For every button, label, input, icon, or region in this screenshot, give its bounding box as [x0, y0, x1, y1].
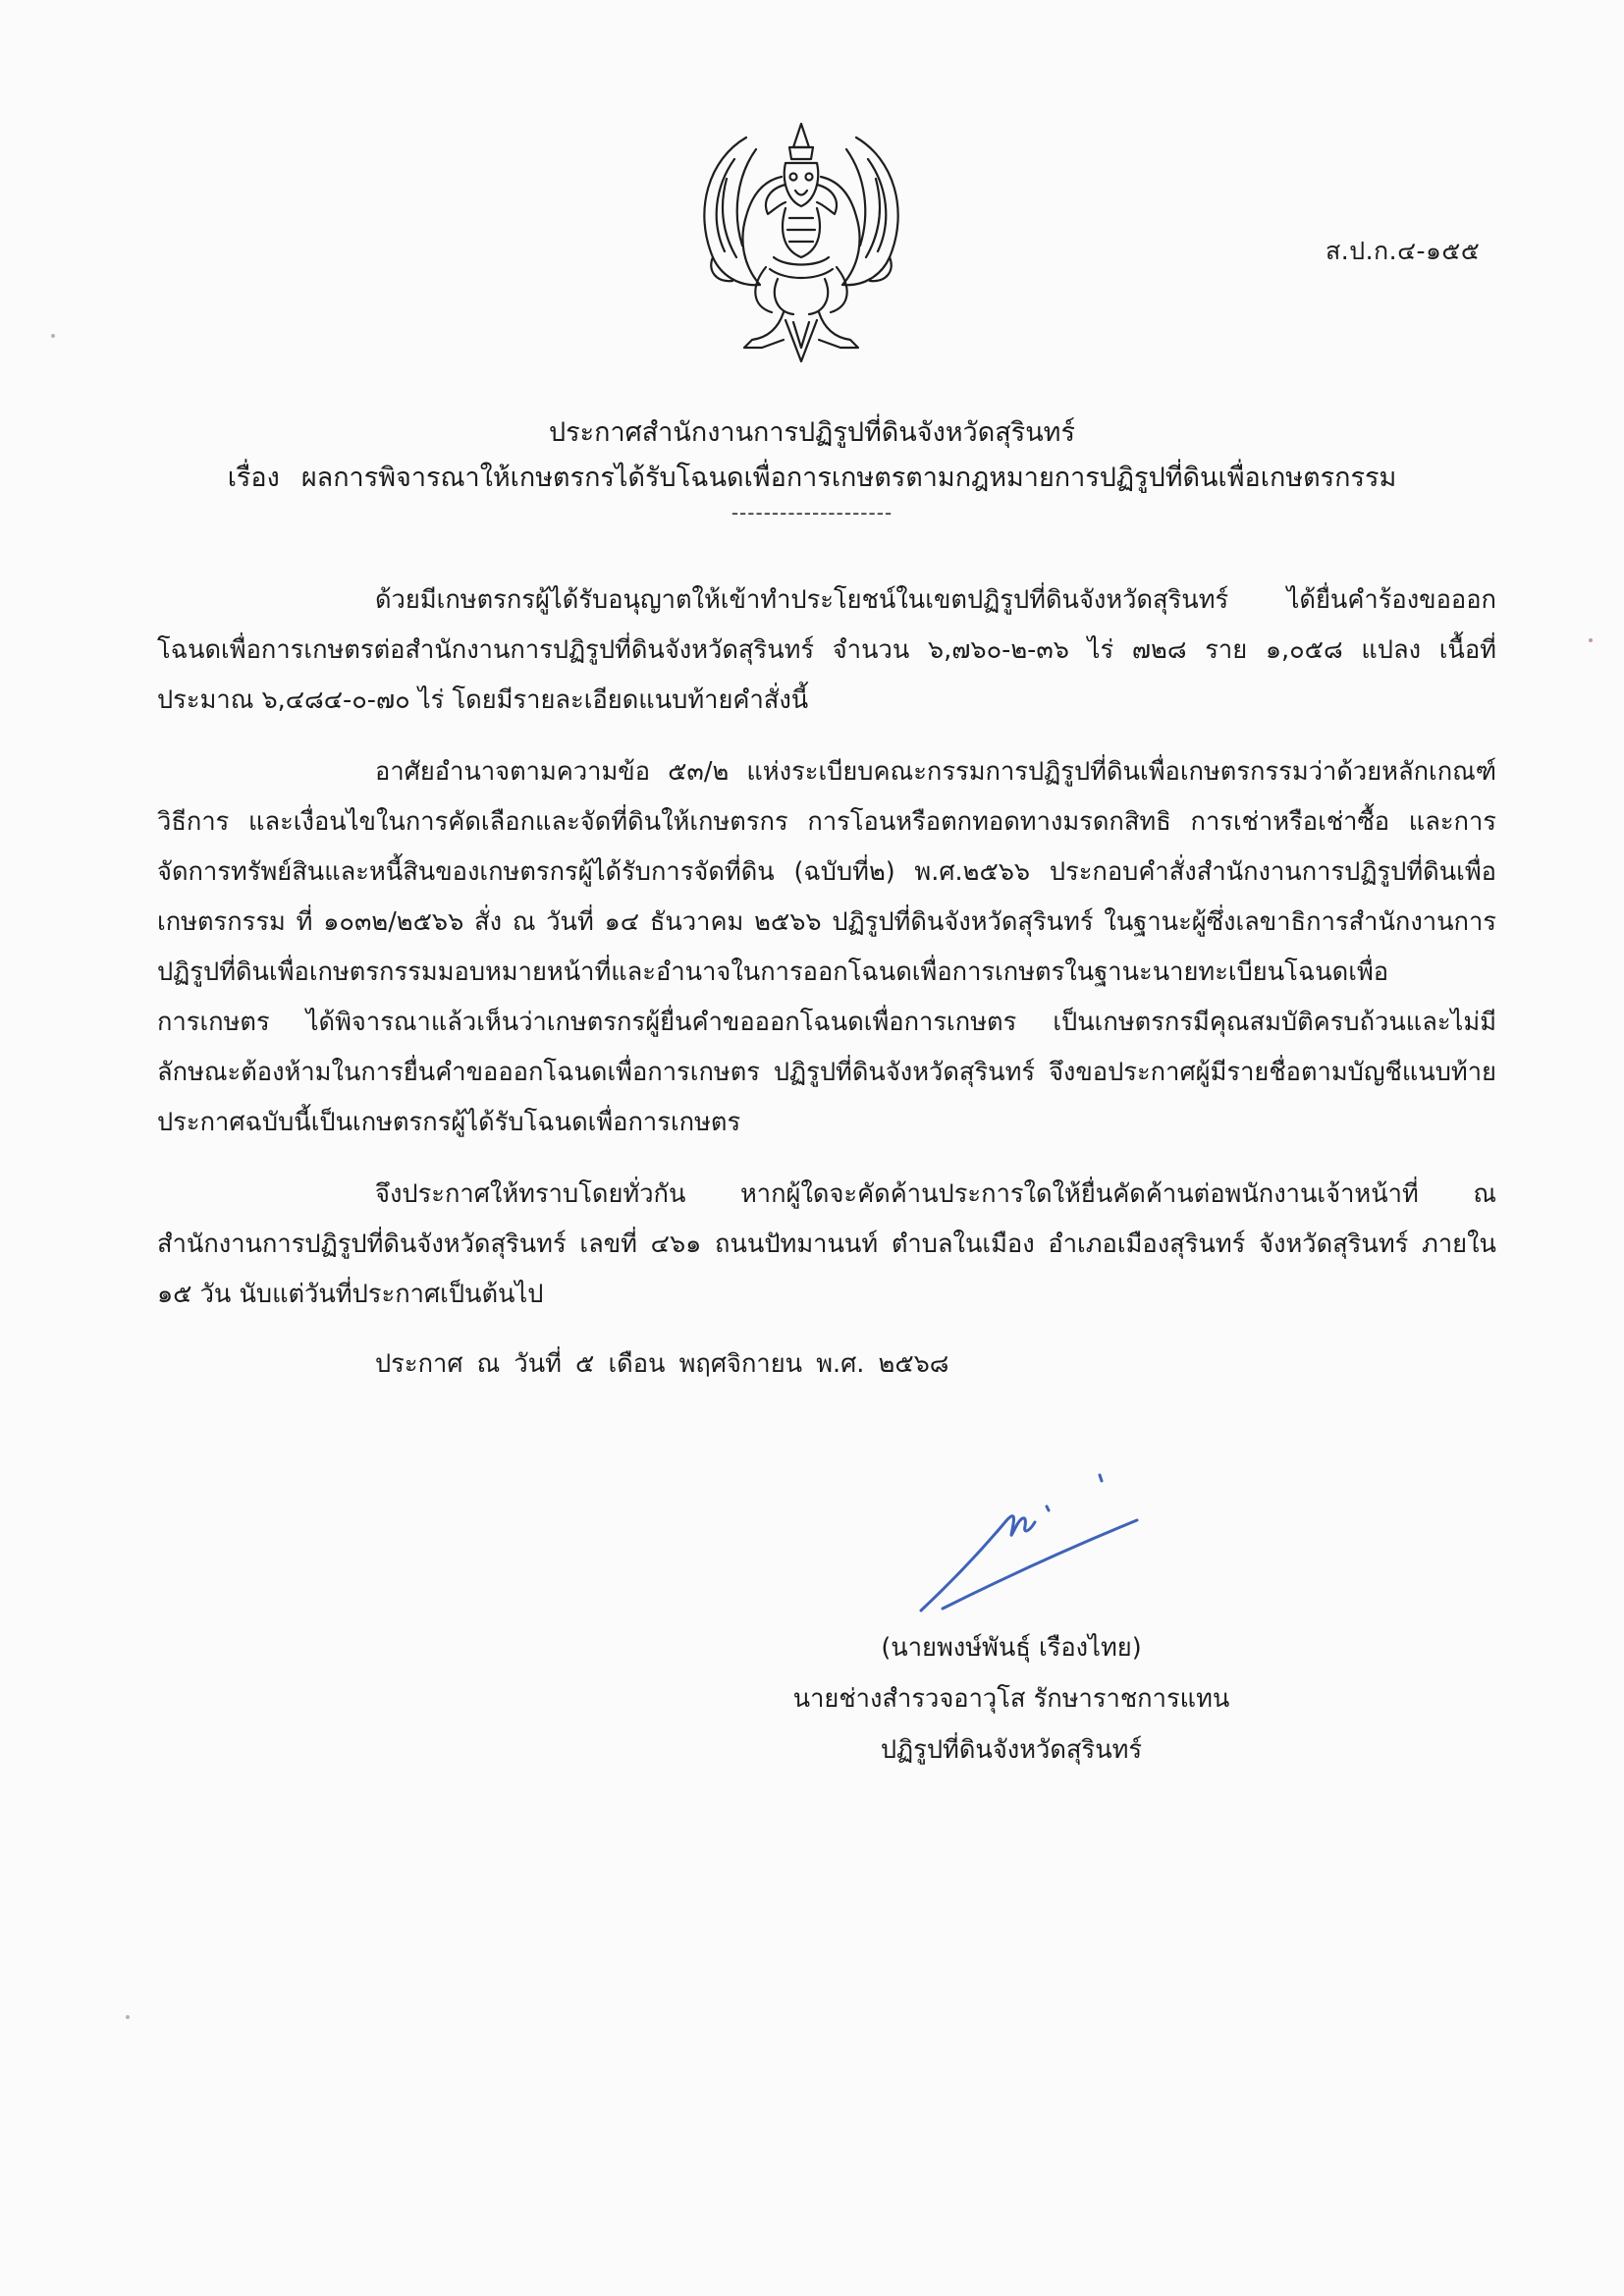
garuda-emblem — [687, 120, 915, 365]
signature-block — [746, 1622, 1276, 1776]
signatory-office: ปฏิรูปที่ดินจังหวัดสุรินทร์ — [880, 1735, 1143, 1765]
paragraph-1: ด้วยมีเกษตรกรผู้ได้รับอนุญาตให้เข้าทำประโยชน์ในเขตปฏิรูปที่ดินจังหวัดสุรินทร์ ได้ยื่นคำร้องขอออกโฉนดเพื่อการเกษตรต่อสำนักงานการปฏิรูปที่ดินจังหวัดสุรินทร์ จำนวน ๖,๗๖๐-๒-๓๖ ไร่ ๗๒๘ ราย ๑,๐๕๘ แปลง เนื้อที่ประมาณ ๖,๔๘๔-๐-๗๐ ไร่ โดยมีรายละเอียดแนบท้ายคำสั่งนี้ — [157, 585, 1496, 715]
signatory-name: (นายพงษ์พันธุ์ เรืองไทย) — [881, 1633, 1142, 1663]
document-code: ส.ป.ก.๔-๑๕๕ — [1326, 237, 1481, 265]
signatory-position: นายช่างสำรวจอาวุโส รักษาราชการแทน — [792, 1684, 1230, 1714]
subject-text: ผลการพิจารณาให้เกษตรกรได้รับโฉนดเพื่อการเกษตรตามกฎหมายการปฏิรูปที่ดินเพื่อเกษตรกรรม — [300, 463, 1397, 493]
paragraph-2: อาศัยอำนาจตามความข้อ ๕๓/๒ แห่งระเบียบคณะกรรมการปฏิรูปที่ดินเพื่อเกษตรกรรมว่าด้วยหลักเกณฑ์ วิธีการ และเงื่อนไขในการคัดเลือกและจัดที่ดินให้เกษตรกร การโอนหรือตกทอดทางมรดกสิทธิ การเช่าหรือเช่าซื้อ และการจัดการทรัพย์สินและหนี้สินของเกษตรกรผู้ได้รับการจัดที่ดิน (ฉบับที่๒) พ.ศ.๒๕๖๖ ประกอบคำสั่งสำนักงานการปฏิรูปที่ดินเพื่อเกษตรกรรม ที่ ๑๐๓๒/๒๕๖๖ สั่ง ณ วันที่ ๑๔ ธันวาคม ๒๕๖๖ ปฏิรูปที่ดินจังหวัดสุรินทร์ ในฐานะผู้ซึ่งเลขาธิการสำนักงานการปฏิรูปที่ดินเพื่อเกษตรกรรมมอบหมายหน้าที่และอำนาจในการออกโฉนดเพื่อการเกษตรในฐานะนายทะเบียนโฉนดเพื่อการเกษตร ได้พิจารณาแล้วเห็นว่าเกษตรกรผู้ยื่นคำขอออกโฉนดเพื่อการเกษตร เป็นเกษตรกรมีคุณสมบัติครบถ้วนและไม่มีลักษณะต้องห้ามในการยื่นคำขอออกโฉนดเพื่อการเกษตร ปฏิรูปที่ดินจังหวัดสุรินทร์ จึงขอประกาศผู้มีรายชื่อตามบัญชีแนบท้ายประกาศฉบับนี้เป็นเกษตรกรผู้ได้รับโฉนดเพื่อการเกษตร — [157, 757, 1496, 1137]
title-divider: -------------------- — [731, 501, 893, 524]
paper-speck — [1589, 638, 1593, 642]
subject-heading — [147, 456, 1477, 501]
subject-label: เรื่อง — [227, 463, 280, 493]
paper-speck — [126, 2015, 130, 2019]
title-block — [147, 410, 1477, 524]
paper-speck — [51, 334, 55, 338]
announcement-date: ประกาศ ณ วันที่ ๕ เดือน พฤศจิกายน พ.ศ. ๒๕๖๘ — [375, 1349, 949, 1379]
paragraph-3: จึงประกาศให้ทราบโดยทั่วกัน หากผู้ใดจะคัดค้านประการใดให้ยื่นคัดค้านต่อพนักงานเจ้าหน้าที่ ณ สำนักงานการปฏิรูปที่ดินจังหวัดสุรินทร์ เลขที่ ๔๖๑ ถนนปัทมานนท์ ตำบลในเมือง อำเภอเมืองสุรินทร์ จังหวัดสุรินทร์ ภายใน ๑๕ วัน นับแต่วันที่ประกาศเป็นต้นไป — [157, 1179, 1496, 1309]
agency-heading: ประกาศสำนักงานการปฏิรูปที่ดินจังหวัดสุรินทร์ — [549, 417, 1075, 448]
announcement-body — [157, 575, 1496, 1390]
handwritten-signature — [913, 1463, 1149, 1630]
